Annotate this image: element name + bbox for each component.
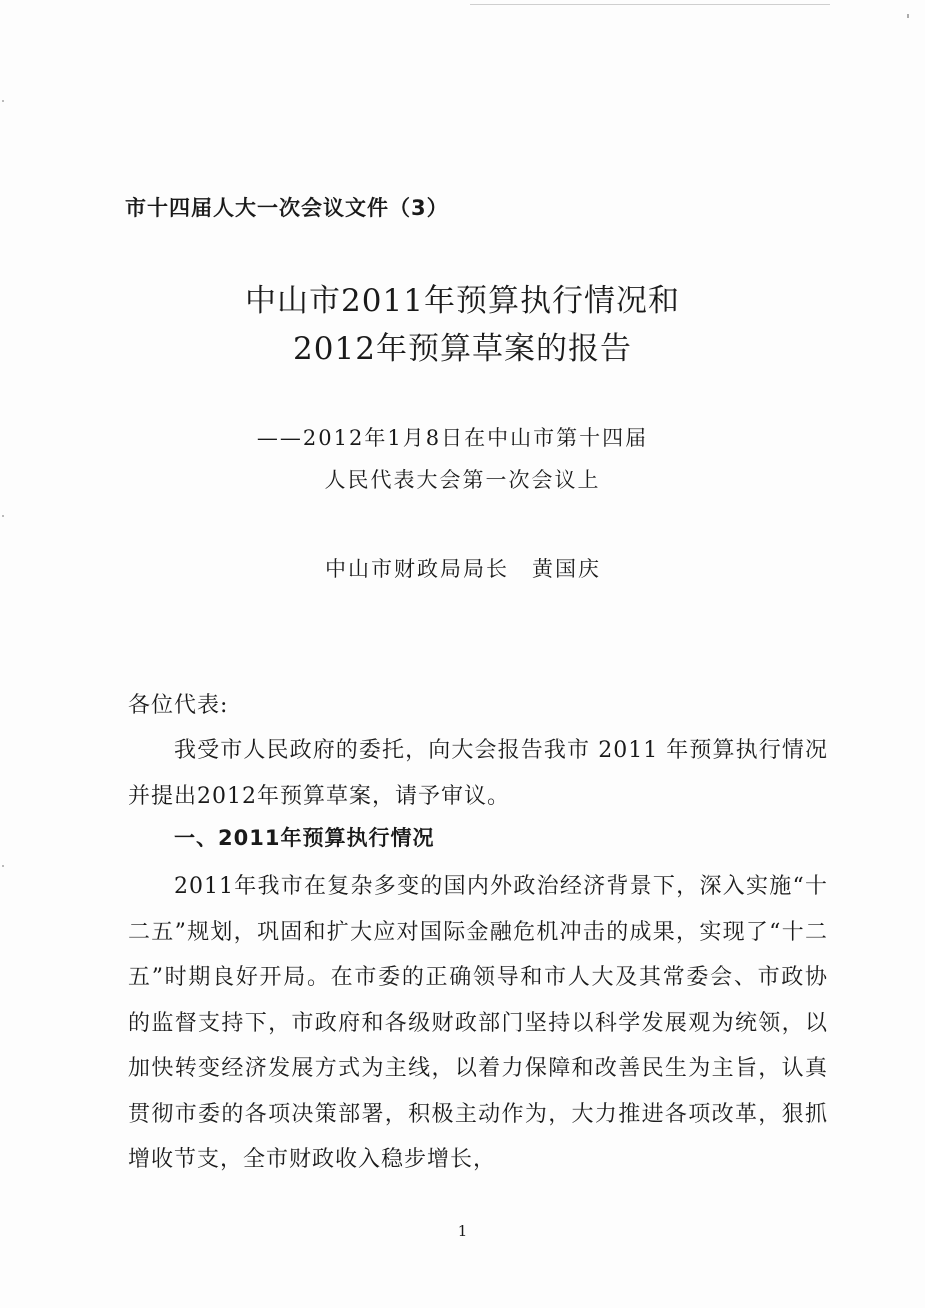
paragraph-budget-execution: 2011年我市在复杂多变的国内外政治经济背景下，深入实施“十二五”规划，巩固和扩大应对国际金融危机冲击的成果，实现了“十二五”时期良好开局。在市委的正确领导和市人大及其常委会、市政协的监督支持下，市政府和各级财政部门坚持以科学发展观为统领，以加快转变经济发展方式为主线，以着力保障和改善民生为主旨，认真贯彻市委的各项决策部署，积极主动作为，大力推进各项改革，狠抓增收节支，全市财政收入稳步增长， — [128, 874, 828, 1172]
scan-mark-left-3 — [2, 865, 4, 867]
author-line: 中山市财政局局长 黄国庆 — [325, 557, 601, 581]
paragraph-intro: 我受市人民政府的委托，向大会报告我市 2011 年预算执行情况并提出2012年预算草案，请予审议。 — [128, 738, 828, 809]
salutation: 各位代表: — [128, 693, 229, 718]
scan-mark-left-2 — [2, 515, 4, 517]
section-heading-1: 一、2011年预算执行情况 — [174, 826, 435, 850]
document-label: 市十四届人大一次会议文件（3） — [125, 196, 449, 220]
report-title-line-2: 2012年预算草案的报告 — [293, 331, 632, 367]
subtitle-line-1: ——2012年1月8日在中山市第十四届 — [256, 426, 649, 450]
report-title-line-1: 中山市2011年预算执行情况和 — [245, 283, 680, 319]
page-number: 1 — [457, 1222, 468, 1240]
subtitle-line-2: 人民代表大会第一次会议上 — [324, 468, 601, 492]
scan-mark-top — [470, 4, 830, 5]
scan-mark-right — [907, 14, 909, 18]
scan-mark-left-1 — [2, 100, 4, 102]
